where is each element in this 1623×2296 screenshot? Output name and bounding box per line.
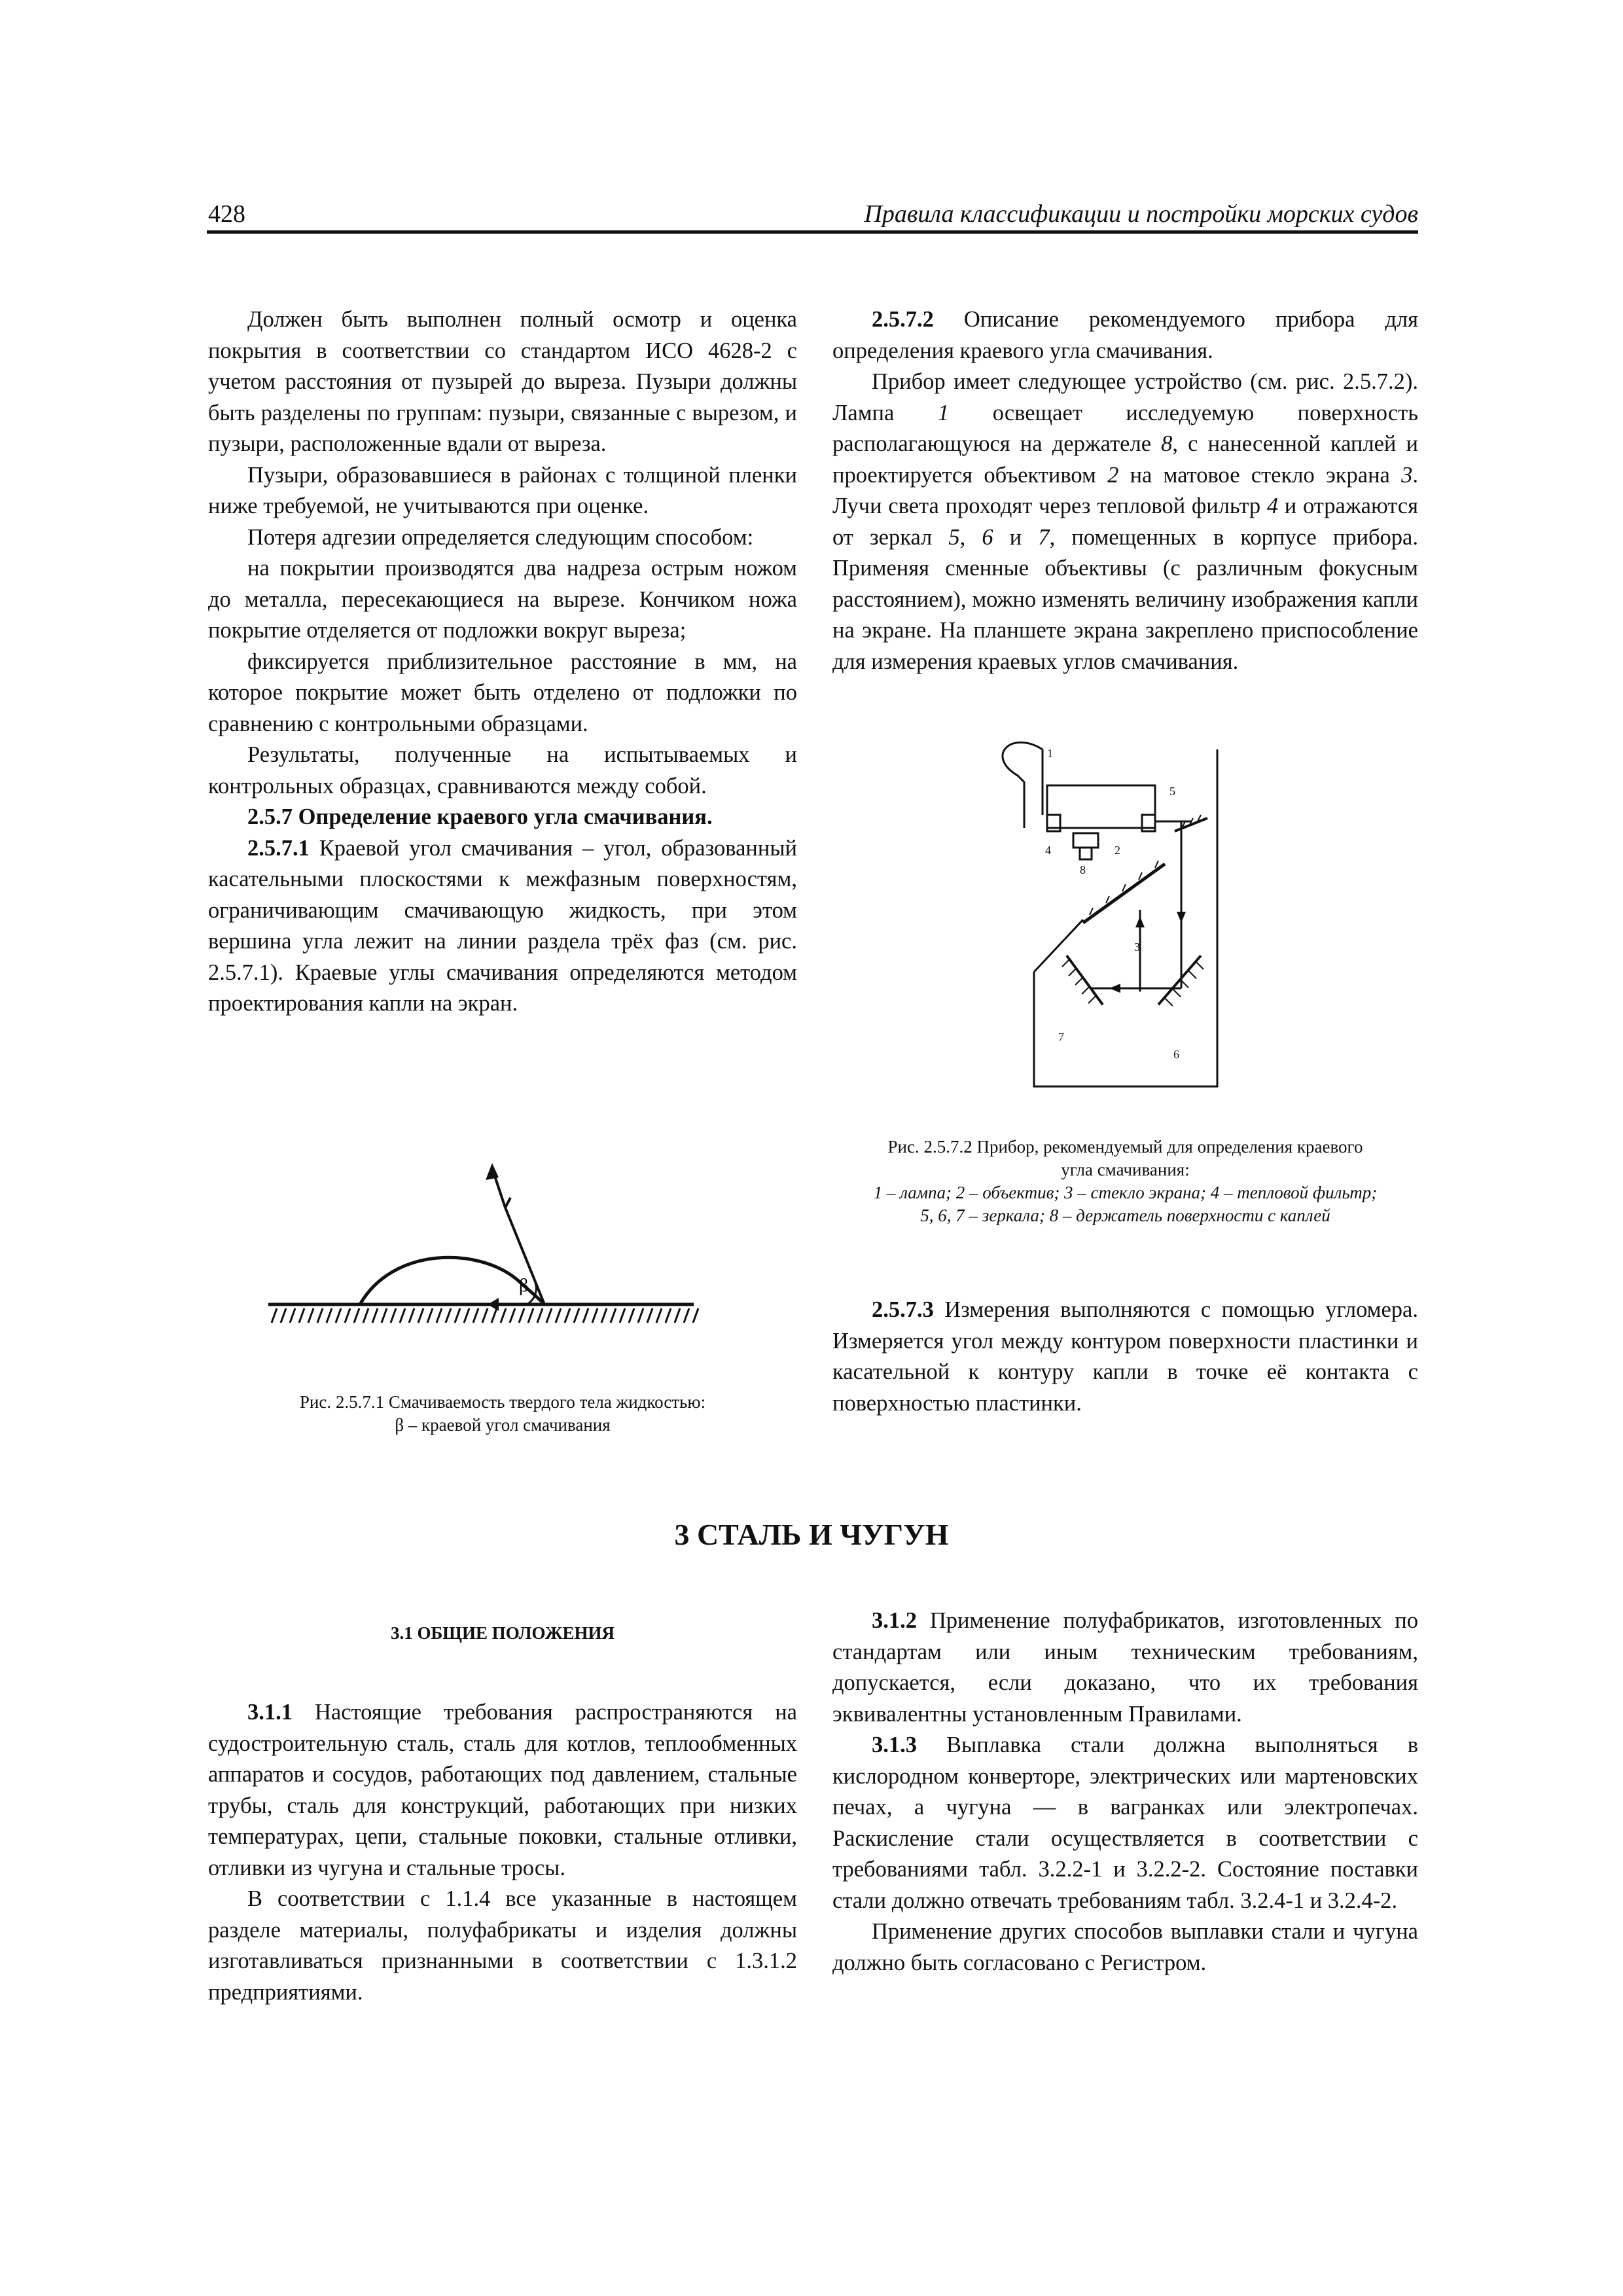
caption-line: 1 – лампа; 2 – объектив; 3 – стекло экрана; 4 – тепловой фильтр; bbox=[873, 1183, 1378, 1202]
paragraph-3-1-1 bbox=[208, 1697, 797, 1884]
paragraph: Результаты, полученные на испытываемых и контрольных образцах, сравниваются между собой. bbox=[208, 742, 797, 798]
ref-number: 6 bbox=[982, 524, 993, 550]
clause-number: 3.1.3 bbox=[872, 1732, 917, 1757]
paragraph-device-description bbox=[832, 367, 1418, 677]
paragraph-2-5-7-3 bbox=[832, 1295, 1418, 1419]
running-title: Правила классификации и постройки морских судов bbox=[864, 200, 1418, 228]
clause-number: 2.5.7.2 bbox=[872, 307, 934, 332]
paragraph: Пузыри, образовавшиеся в районах с толщиной пленки ниже требуемой, не учитываются при оценке. bbox=[208, 462, 797, 518]
ref-number: 5 bbox=[948, 524, 960, 550]
paragraph-3-1-3 bbox=[832, 1730, 1418, 1916]
paragraph: Потеря адгезии определяется следующим способом: bbox=[247, 524, 754, 550]
figure-1-caption bbox=[208, 1391, 797, 1437]
housing-slope bbox=[1034, 920, 1083, 972]
mirror-6 bbox=[1158, 956, 1201, 1005]
label-4: 4 bbox=[1045, 844, 1051, 857]
surface-hatching bbox=[272, 1308, 698, 1323]
text-run: , помещенных в корпусе прибора. Применяя сменные объективы (с различным фокусным расстоянием), можно изменять величину изображения капли на экране. На планшете экрана закреплено приспособление для измерения краевых углов смачивания. bbox=[832, 524, 1418, 674]
arrow-up bbox=[1135, 916, 1145, 927]
clause-number: 3.1.2 bbox=[872, 1608, 917, 1633]
text-run: освещает исследуемую поверхность располагающуюся на держателе bbox=[832, 400, 1418, 456]
ref-number: 4 bbox=[1266, 493, 1279, 518]
mirror-5 bbox=[1175, 818, 1207, 831]
subsection-heading-2-5-7: 2.5.7 Определение краевого угла смачивания. bbox=[247, 804, 713, 829]
right-column-middle bbox=[832, 1295, 1418, 1419]
paragraph-2-5-7-2 bbox=[832, 304, 1418, 367]
paragraph: В соответствии с 1.1.4 все указанные в настоящем разделе материалы, полуфабрикаты и изделия должны изготавливаться признанными в соответствии с 1.3.1.2 предприятиями. bbox=[208, 1886, 797, 2005]
label-1: 1 bbox=[1047, 747, 1053, 760]
text-run: на матовое стекло экрана bbox=[1118, 462, 1402, 488]
lamp-cable bbox=[1003, 742, 1043, 828]
page-number: 428 bbox=[208, 200, 245, 228]
holder-stem bbox=[1080, 848, 1092, 859]
caption-line: 5, 6, 7 – зеркала; 8 – держатель поверхности с каплей bbox=[920, 1206, 1330, 1225]
label-5: 5 bbox=[1169, 785, 1175, 798]
beta-label: β bbox=[519, 1276, 529, 1296]
clause-text: Выплавка стали должна выполняться в кислородном конверторе, электрических или мартеновских печах, а чугуна — в вагранках или электропечах. Раскисление стали осуществляется в соответствии с требованиями табл. 3.2.2-1 и 3.2.2-2. Состояние поставки стали должно отвечать требованиям табл. 3.2.4-1 и 3.2.4-2. bbox=[832, 1732, 1418, 1913]
clause-text: Настоящие требования распространяются на судостроительную сталь, сталь для котлов, теплообменных аппаратов и сосудов, работающих под давлением, стальные трубы, сталь для конструкций, работающих при низких температурах, цепи, стальные поковки, стальные отливки, отливки из чугуна и стальные тросы. bbox=[208, 1700, 797, 1880]
section-title: 3 СТАЛЬ И ЧУГУН bbox=[674, 1518, 949, 1551]
droplet-contour bbox=[360, 1257, 544, 1304]
clause-text: Измерения выполняются с помощью угломера. Измеряется угол между контуром поверхности пластинки и касательной к контуру капли в точке её контакта с поверхностью пластинки. bbox=[832, 1297, 1418, 1416]
ref-number: 2 bbox=[1107, 462, 1119, 488]
paragraph-2-5-7-1 bbox=[208, 833, 797, 1020]
label-3: 3 bbox=[1134, 941, 1140, 954]
figure-2-caption bbox=[832, 1136, 1418, 1227]
mirror-7 bbox=[1067, 956, 1103, 1005]
paragraph: фиксируется приблизительное расстояние в мм, на которое покрытие может быть отделено от подложки по сравнению с контрольными образцами. bbox=[208, 649, 797, 736]
paragraph: на покрытии производятся два надреза острым ножом до металла, пересекающиеся на вырезе. Кончиком ножа покрытие отделяется от подложки вокруг выреза; bbox=[208, 556, 797, 643]
paragraph-3-1-2 bbox=[832, 1605, 1418, 1730]
subsection-title: 3.1 ОБЩИЕ ПОЛОЖЕНИЯ bbox=[390, 1623, 615, 1643]
projector-body bbox=[1047, 785, 1155, 828]
header-rule bbox=[207, 230, 1418, 234]
surface-arrowhead bbox=[488, 1298, 499, 1311]
clause-number: 3.1.1 bbox=[247, 1700, 293, 1725]
label-6: 6 bbox=[1173, 1048, 1179, 1061]
caption-line: угла смачивания: bbox=[1061, 1160, 1190, 1179]
figure-device-diagram bbox=[985, 730, 1260, 1096]
text-run: , bbox=[959, 524, 982, 550]
text-run: , с нанесенной каплей и проектируется объективом bbox=[832, 431, 1418, 488]
caption-line: Рис. 2.5.7.1 Смачиваемость твердого тела жидкостью: bbox=[299, 1392, 706, 1412]
ref-number: 1 bbox=[937, 400, 950, 425]
clause-text: Применение полуфабрикатов, изготовленных по стандартам или иным техническим требованиям, допускается, если доказано, что их требования эквивалентны установленным Правилами. bbox=[832, 1608, 1418, 1727]
right-column-bottom bbox=[832, 1605, 1418, 1979]
text-run: и отражаются от зеркал bbox=[832, 493, 1418, 550]
right-column-top bbox=[832, 304, 1418, 677]
label-2: 2 bbox=[1115, 844, 1120, 857]
text-run: и bbox=[993, 524, 1039, 550]
caption-line: Рис. 2.5.7.2 Прибор, рекомендуемый для определения краевого bbox=[887, 1137, 1363, 1157]
text-run: Прибор имеет следующее устройство (см. рис. 2.5.7.2). Лампа bbox=[832, 369, 1418, 425]
left-column-top bbox=[208, 304, 797, 1020]
label-8: 8 bbox=[1080, 863, 1086, 876]
clause-number: 2.5.7.1 bbox=[247, 835, 310, 861]
figure-wetting-angle bbox=[262, 1149, 733, 1345]
screen-glass bbox=[1083, 864, 1165, 923]
holder-top bbox=[1073, 833, 1098, 848]
label-7: 7 bbox=[1058, 1030, 1064, 1043]
left-column-bottom bbox=[208, 1697, 797, 2008]
paragraph: Применение других способов выплавки стали и чугуна должно быть согласовано с Регистром. bbox=[832, 1919, 1418, 1975]
paragraph: Должен быть выполнен полный осмотр и оценка покрытия в соответствии со стандартом ИСО 4628-2 с учетом расстояния от пузырей до выреза. Пузыри должны быть разделены по группам: пузыри, связанные с вырезом, и пузыри, расположенные вдали от выреза. bbox=[208, 307, 797, 456]
arrow-down bbox=[1177, 912, 1186, 923]
clause-text: Краевой угол смачивания – угол, образованный касательными плоскостями к межфазным поверхностям, ограничивающим смачивающую жидкость, при этом вершина угла лежит на линии раздела трёх фаз (см. рис. 2.5.7.1). Краевые углы смачивания определяются методом проектирования капли на экран. bbox=[208, 835, 797, 1016]
arrow-left bbox=[1109, 984, 1120, 993]
ref-number: 8 bbox=[1161, 431, 1173, 456]
ref-number: 3 bbox=[1401, 462, 1413, 488]
clause-text: Описание рекомендуемого прибора для определения краевого угла смачивания. bbox=[832, 307, 1418, 363]
text-run: . Лучи света проходят через тепловой фильтр bbox=[832, 462, 1418, 518]
caption-line: β – краевой угол смачивания bbox=[395, 1415, 611, 1435]
ref-number: 7 bbox=[1038, 524, 1050, 550]
clause-number: 2.5.7.3 bbox=[872, 1297, 934, 1322]
